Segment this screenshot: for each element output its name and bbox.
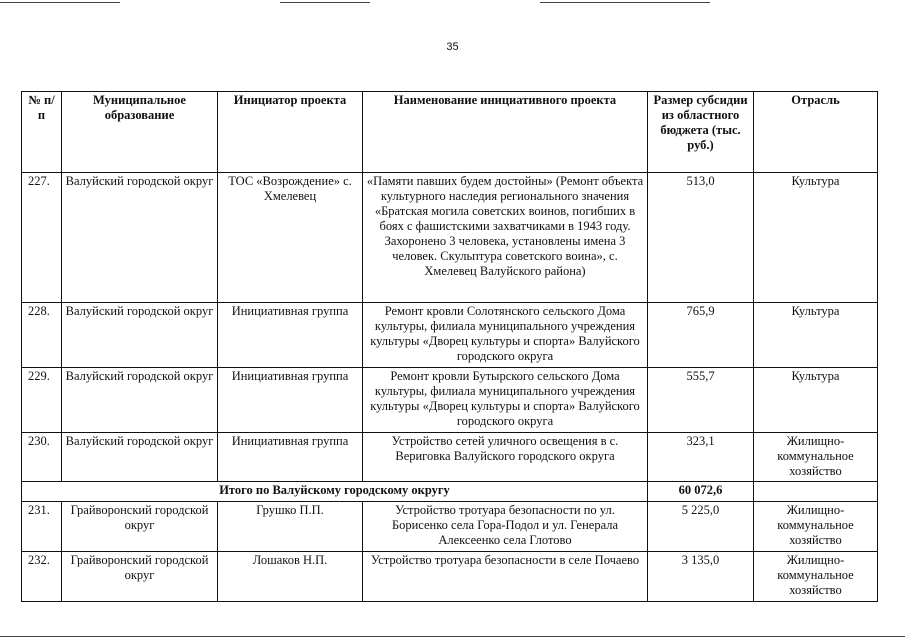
row-num: 227. [22,173,62,303]
row-initiator: Инициативная группа [218,433,363,482]
row-subsidy: 513,0 [648,173,754,303]
row-sector: Жилищно-коммунальное хозяйство [754,433,878,482]
row-subsidy: 323,1 [648,433,754,482]
top-scan-line-right [540,2,710,3]
page-number: 35 [446,41,459,53]
table-header-row [22,92,878,173]
row-municipality: Грайворонский городской округ [62,552,218,602]
row-sector: Жилищно-коммунальное хозяйство [754,552,878,602]
header-sector: Отрасль [754,92,878,173]
row-initiator: Лошаков Н.П. [218,552,363,602]
row-subsidy: 765,9 [648,303,754,368]
table-row [22,173,878,303]
subsidy-table [21,91,878,602]
row-municipality: Валуйский городской округ [62,173,218,303]
row-initiator: Грушко П.П. [218,502,363,552]
row-initiator: ТОС «Возрождение» с. Хмелевец [218,173,363,303]
row-sector: Культура [754,368,878,433]
row-subsidy: 3 135,0 [648,552,754,602]
top-scan-line-left [0,2,120,3]
row-num: 230. [22,433,62,482]
row-project: Устройство тротуара безопасности в селе Почаево [363,552,648,602]
row-initiator: Инициативная группа [218,303,363,368]
total-row [22,482,878,502]
row-num: 229. [22,368,62,433]
row-subsidy: 555,7 [648,368,754,433]
table-row [22,433,878,482]
row-num: 232. [22,552,62,602]
row-subsidy: 5 225,0 [648,502,754,552]
row-project: Ремонт кровли Солотянского сельского Дома культуры, филиала муниципального учреждения культуры «Дворец культуры и спорта» Валуйского городского округа [363,303,648,368]
total-label: Итого по Валуйскому городскому округу [22,482,648,502]
bottom-scan-line [0,636,905,637]
header-initiator: Инициатор проекта [218,92,363,173]
total-sector-empty [754,482,878,502]
header-num: № п/п [22,92,62,173]
row-sector: Культура [754,303,878,368]
table-row [22,303,878,368]
row-project: Устройство сетей уличного освещения в с. Вериговка Валуйского городского округа [363,433,648,482]
header-subsidy: Размер субсидии из областного бюджета (тыс. руб.) [648,92,754,173]
row-sector: Жилищно-коммунальное хозяйство [754,502,878,552]
row-municipality: Валуйский городской округ [62,433,218,482]
row-project: Ремонт кровли Бутырского сельского Дома культуры, филиала муниципального учреждения культуры «Дворец культуры и спорта» Валуйского городского округа [363,368,648,433]
row-municipality: Валуйский городской округ [62,368,218,433]
row-municipality: Грайворонский городской округ [62,502,218,552]
row-project: «Памяти павших будем достойны» (Ремонт объекта культурного наследия регионального значения «Братская могила советских воинов, погибших в боях с фашистскими захватчиками в 1943 году. Захоронено 3 человека, установлены имена 3 человек. Скульптура советского воина», с. Хмелевец Валуйского района) [363,173,648,303]
row-municipality: Валуйский городской округ [62,303,218,368]
header-municipality: Муниципальное образование [62,92,218,173]
top-scan-line-mid [280,2,370,3]
row-sector: Культура [754,173,878,303]
table-row [22,368,878,433]
table-row [22,502,878,552]
row-num: 231. [22,502,62,552]
table-row [22,552,878,602]
row-num: 228. [22,303,62,368]
row-project: Устройство тротуара безопасности по ул. Борисенко села Гора-Подол и ул. Генерала Алексеенко села Глотово [363,502,648,552]
total-subsidy: 60 072,6 [648,482,754,502]
header-project: Наименование инициативного проекта [363,92,648,173]
row-initiator: Инициативная группа [218,368,363,433]
